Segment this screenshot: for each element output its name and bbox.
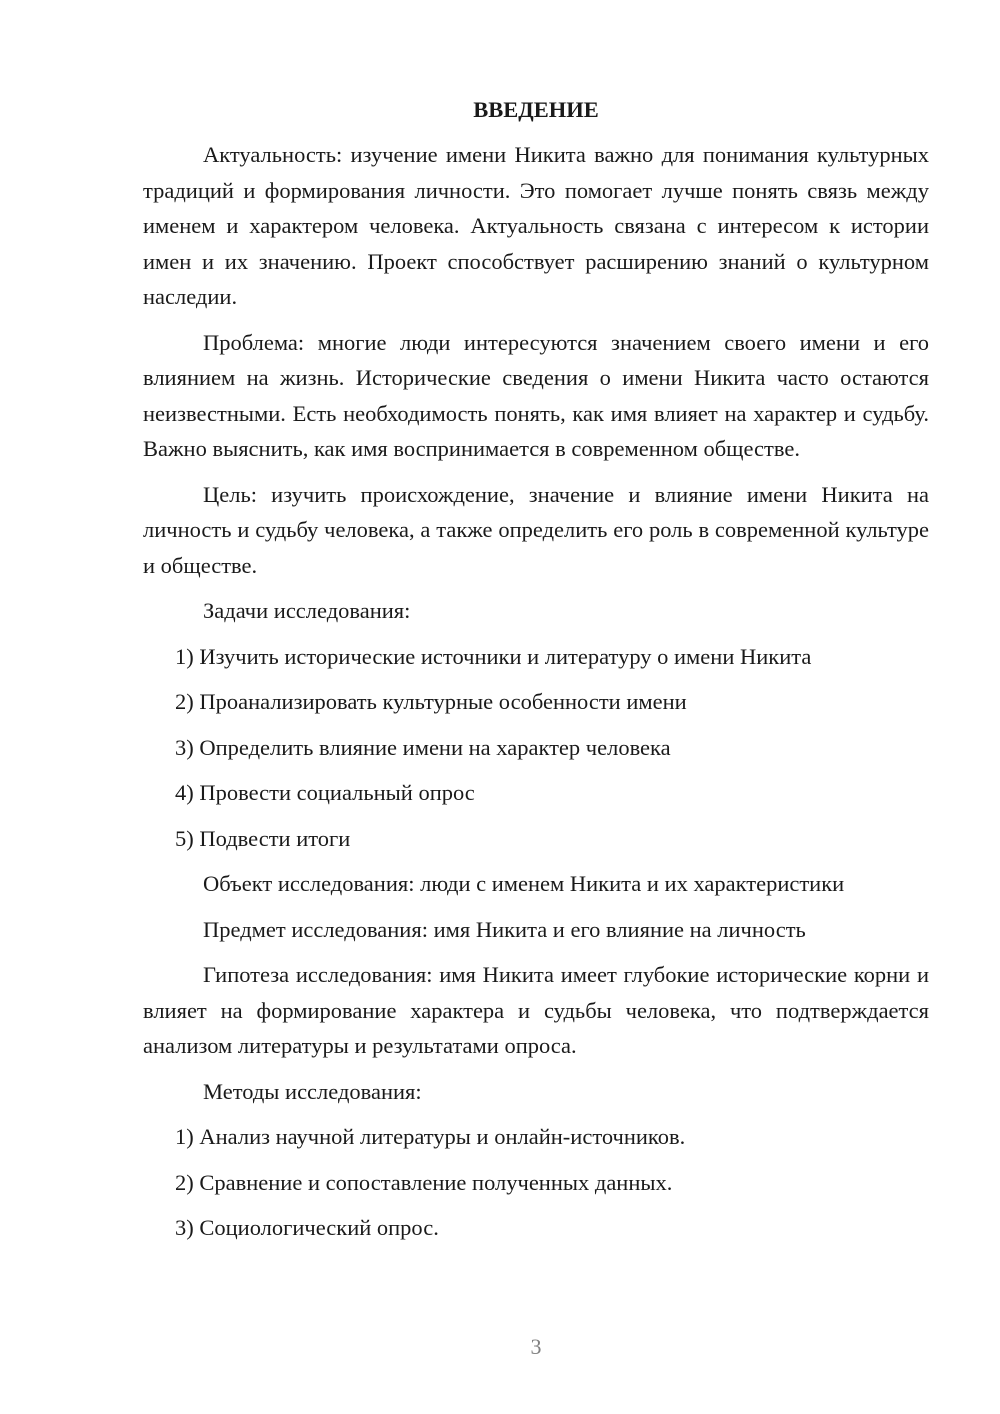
tasks-heading: Задачи исследования: (203, 598, 411, 623)
task-item: 3) Определить влияние имени на характер человека (175, 734, 671, 760)
method-item: 1) Анализ научной литературы и онлайн-источников. (175, 1124, 686, 1149)
document-page (143, 92, 929, 1256)
task-item: 1) Изучить исторические источники и литературу о имени Никита (175, 643, 812, 669)
page-title: ВВЕДЕНИЕ (473, 97, 599, 122)
task-item: 2) Проанализировать культурные особенности имени (175, 689, 687, 714)
task-item: 5) Подвести итоги (175, 825, 351, 851)
research-subject: Предмет исследования: имя Никита и его влияние на личность (203, 916, 806, 942)
problem-paragraph: Проблема: многие люди интересуются значением своего имени и его влиянием на жизнь. Исторические сведения о имени Никита часто остаются неизвестными. Есть необходимость понять, как имя влияет на характер и судьбу. Важно выяснить, как имя воспринимается в современном обществе. (143, 329, 929, 461)
research-object: Объект исследования: люди с именем Никита и их характеристики (203, 871, 845, 896)
page-number: 3 (530, 1334, 542, 1359)
method-item: 3) Социологический опрос. (175, 1215, 439, 1240)
method-item: 2) Сравнение и сопоставление полученных данных. (175, 1169, 673, 1195)
goal-paragraph: Цель: изучить происхождение, значение и влияние имени Никита на личность и судьбу человека, а также определить его роль в современной культуре и обществе. (143, 481, 929, 578)
hypothesis-paragraph: Гипотеза исследования: имя Никита имеет глубокие исторические корни и влияет на формирование характера и судьбы человека, что подтверждается анализом литературы и результатами опроса. (143, 962, 929, 1058)
methods-heading: Методы исследования: (203, 1078, 422, 1104)
task-item: 4) Провести социальный опрос (175, 780, 475, 805)
relevance-paragraph: Актуальность: изучение имени Никита важно для понимания культурных традиций и формирования личности. Это помогает лучше понять связь между именем и характером человека. Актуальность связана с интересом к истории имен и их значению. Проект способствует расширению знаний о культурном наследии. (143, 142, 929, 309)
